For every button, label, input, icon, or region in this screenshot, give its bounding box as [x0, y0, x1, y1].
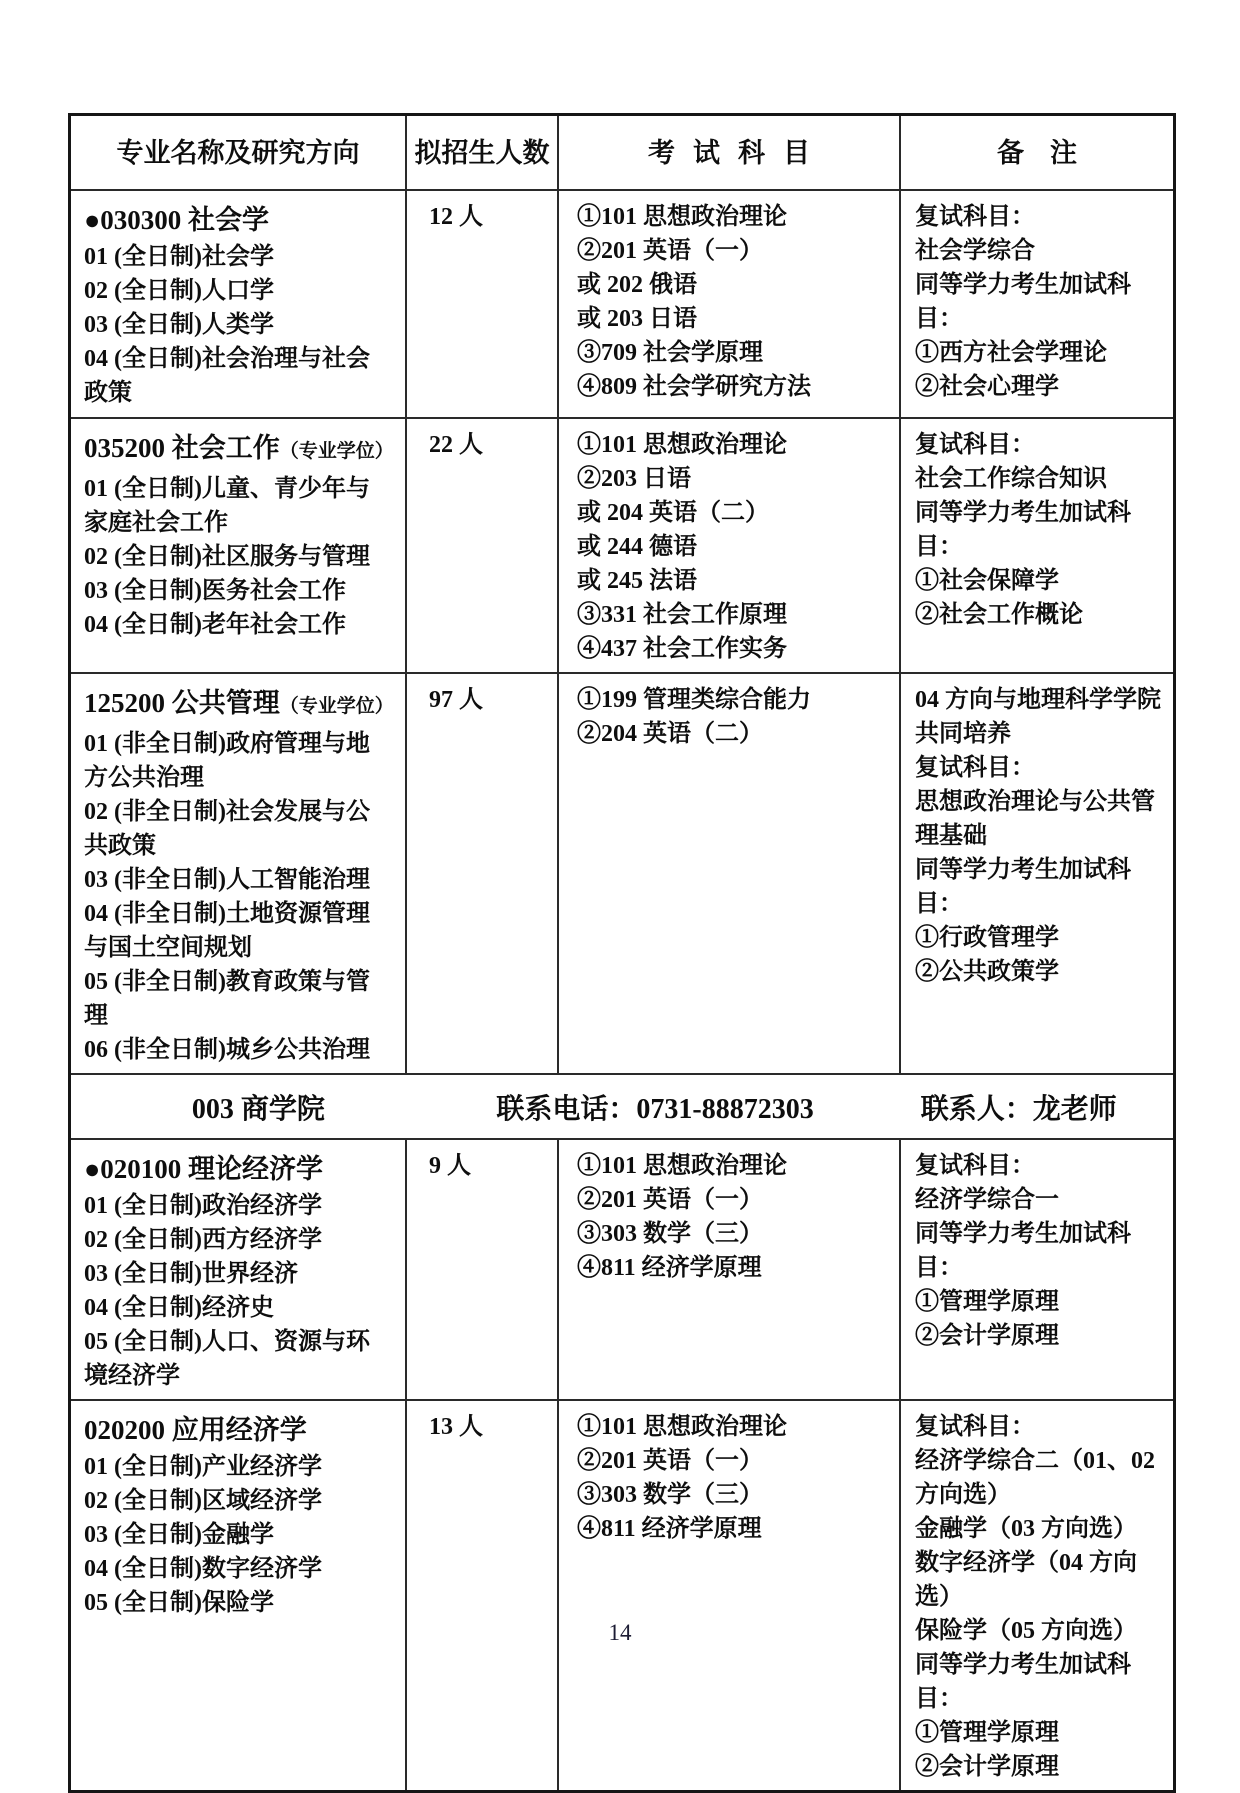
note-line: 复试科目：: [915, 432, 1035, 458]
exam-subject-line: ③303 数学（三）: [577, 1482, 763, 1508]
note-line: ②公共政策学: [915, 959, 1059, 985]
program-title: [84, 200, 393, 240]
exam-subjects-cell: [559, 191, 901, 417]
section-contact: 联系人：龙老师: [920, 1093, 1117, 1125]
direction-line: 04 (全日制)老年社会工作: [84, 612, 346, 638]
direction-line: 06 (非全日制)城乡公共治理: [84, 1037, 370, 1063]
note-line: 复试科目：: [915, 755, 1035, 781]
note-line: 经济学综合二（01、02 方向选）: [915, 1448, 1155, 1508]
direction-line: 03 (全日制)金融学: [84, 1522, 274, 1548]
note-line: ②会计学原理: [915, 1754, 1059, 1780]
program-row: [71, 1140, 1173, 1401]
direction-line: 01 (全日制)产业经济学: [84, 1454, 322, 1480]
direction-line: 04 (全日制)社会治理与社会政策: [84, 346, 370, 406]
note-line: 社会工作综合知识: [915, 466, 1107, 492]
note-line: ②会计学原理: [915, 1323, 1059, 1349]
direction-line: 02 (全日制)西方经济学: [84, 1227, 322, 1253]
direction-line: 03 (全日制)人类学: [84, 312, 274, 338]
note-line: ①社会保障学: [915, 568, 1059, 594]
section-department: 003 商学院: [191, 1093, 325, 1125]
exam-subject-line: ②203 日语: [577, 466, 691, 492]
quota-value: 97 人: [429, 687, 483, 713]
exam-subject-line: ①199 管理类综合能力: [577, 687, 811, 713]
note-line: 04 方向与地理科学学院共同培养: [915, 687, 1161, 747]
exam-subject-line: ④437 社会工作实务: [577, 636, 787, 662]
exam-subject-line: ①101 思想政治理论: [577, 432, 787, 458]
exam-subject-line: ②201 英语（一）: [577, 1448, 763, 1474]
exam-subject-line: ④811 经济学原理: [577, 1516, 762, 1542]
program-name-cell: [71, 1140, 407, 1399]
page-number: 14: [608, 1620, 632, 1645]
direction-line: 01 (全日制)儿童、青少年与家庭社会工作: [84, 476, 370, 536]
direction-line: 01 (全日制)政治经济学: [84, 1193, 322, 1219]
program-degree-type: （专业学位）: [279, 696, 394, 717]
note-line: ②社会心理学: [915, 374, 1059, 400]
direction-line: 05 (全日制)人口、资源与环境经济学: [84, 1329, 370, 1389]
quota-cell: [407, 191, 559, 417]
exam-subject-line: ①101 思想政治理论: [577, 1414, 787, 1440]
quota-cell: [407, 1401, 559, 1790]
direction-line: 02 (全日制)人口学: [84, 278, 274, 304]
section-phone: 联系电话：0731-88872303: [496, 1093, 814, 1125]
quota-cell: [407, 674, 559, 1073]
program-name-cell: [71, 191, 407, 417]
notes-cell: [901, 419, 1173, 672]
note-line: 金融学（03 方向选）: [915, 1516, 1137, 1542]
note-line: 复试科目：: [915, 1414, 1035, 1440]
exam-subject-line: ③331 社会工作原理: [577, 602, 787, 628]
table-body: [71, 191, 1173, 1790]
exam-subjects-cell: [559, 674, 901, 1073]
note-line: 思想政治理论与公共管理基础: [915, 789, 1155, 849]
col-header-exam-subjects: 考试科目: [559, 116, 901, 189]
program-code-name: ●020100 理论经济学: [84, 1154, 324, 1184]
note-line: ①行政管理学: [915, 925, 1059, 951]
program-code-name: 125200 公共管理: [84, 688, 280, 718]
program-row: [71, 1401, 1173, 1790]
note-line: 经济学综合一: [915, 1187, 1059, 1213]
direction-line: 03 (非全日制)人工智能治理: [84, 867, 370, 893]
note-line: ①西方社会学理论: [915, 340, 1107, 366]
exam-subject-line: 或 244 德语: [577, 534, 697, 560]
col-header-quota: 拟招生人数: [407, 116, 559, 189]
program-row: [71, 419, 1173, 674]
program-name-cell: [71, 674, 407, 1073]
direction-line: 01 (全日制)社会学: [84, 244, 274, 270]
direction-line: 04 (全日制)数字经济学: [84, 1556, 322, 1582]
note-line: 保险学（05 方向选）: [915, 1618, 1137, 1644]
program-code-name: 020200 应用经济学: [84, 1415, 307, 1445]
note-line: 复试科目：: [915, 1153, 1035, 1179]
program-name-cell: [71, 1401, 407, 1790]
table-header-row: [71, 116, 1173, 191]
col-header-remarks: 备注: [997, 137, 1103, 168]
direction-line: 03 (全日制)医务社会工作: [84, 578, 346, 604]
exam-subject-line: ②201 英语（一）: [577, 238, 763, 264]
program-title: [84, 1410, 393, 1450]
exam-subject-line: 或 203 日语: [577, 306, 697, 332]
note-line: ②社会工作概论: [915, 602, 1083, 628]
exam-subject-line: ②204 英语（二）: [577, 721, 763, 747]
program-row: [71, 191, 1173, 419]
notes-cell: [901, 1140, 1173, 1399]
program-row: [71, 674, 1173, 1075]
exam-subject-line: ③303 数学（三）: [577, 1221, 763, 1247]
note-line: 数字经济学（04 方向选）: [915, 1550, 1137, 1610]
exam-subject-line: ①101 思想政治理论: [577, 1153, 787, 1179]
notes-cell: [901, 674, 1173, 1073]
exam-subject-line: ①101 思想政治理论: [577, 204, 787, 230]
direction-line: 05 (非全日制)教育政策与管理: [84, 969, 370, 1029]
program-name-cell: [71, 419, 407, 672]
program-title: [84, 428, 393, 472]
quota-cell: [407, 419, 559, 672]
quota-value: 12 人: [429, 204, 483, 230]
exam-subject-line: ②201 英语（一）: [577, 1187, 763, 1213]
direction-line: 01 (非全日制)政府管理与地方公共治理: [84, 731, 370, 791]
exam-subjects-cell: [559, 419, 901, 672]
exam-subject-line: ③709 社会学原理: [577, 340, 763, 366]
direction-line: 04 (全日制)经济史: [84, 1295, 274, 1321]
exam-subject-line: ④809 社会学研究方法: [577, 374, 811, 400]
exam-subjects-cell: [559, 1140, 901, 1399]
direction-line: 02 (非全日制)社会发展与公共政策: [84, 799, 370, 859]
note-line: ①管理学原理: [915, 1720, 1059, 1746]
note-line: ①管理学原理: [915, 1289, 1059, 1315]
note-line: 同等学力考生加试科目：: [915, 857, 1131, 917]
program-title: [84, 683, 393, 727]
note-line: 同等学力考生加试科目：: [915, 1652, 1131, 1712]
quota-value: 22 人: [429, 432, 483, 458]
quota-cell: [407, 1140, 559, 1399]
quota-value: 9 人: [429, 1153, 471, 1179]
section-row-content: [71, 1087, 1173, 1127]
quota-value: 13 人: [429, 1414, 483, 1440]
notes-cell: [901, 191, 1173, 417]
program-code-name: 035200 社会工作: [84, 433, 280, 463]
note-line: 同等学力考生加试科目：: [915, 1221, 1131, 1281]
exam-subject-line: 或 204 英语（二）: [577, 500, 769, 526]
exam-subject-line: ④811 经济学原理: [577, 1255, 762, 1281]
direction-line: 04 (非全日制)土地资源管理与国土空间规划: [84, 901, 370, 961]
exam-subject-line: 或 202 俄语: [577, 272, 697, 298]
program-degree-type: （专业学位）: [279, 441, 394, 462]
exam-subject-line: 或 245 法语: [577, 568, 697, 594]
program-title: [84, 1149, 393, 1189]
col-header-major: 专业名称及研究方向: [71, 116, 407, 189]
note-line: 社会学综合: [915, 238, 1035, 264]
program-code-name: ●030300 社会学: [84, 205, 270, 235]
direction-line: 02 (全日制)社区服务与管理: [84, 544, 370, 570]
exam-subjects-cell: [559, 1401, 901, 1790]
note-line: 同等学力考生加试科目：: [915, 500, 1131, 560]
direction-line: 05 (全日制)保险学: [84, 1590, 274, 1616]
direction-line: 02 (全日制)区域经济学: [84, 1488, 322, 1514]
section-row: [71, 1075, 1173, 1140]
note-line: 复试科目：: [915, 204, 1035, 230]
notes-cell: [901, 1401, 1173, 1790]
note-line: 同等学力考生加试科目：: [915, 272, 1131, 332]
direction-line: 03 (全日制)世界经济: [84, 1261, 298, 1287]
admissions-table: [68, 113, 1176, 1793]
